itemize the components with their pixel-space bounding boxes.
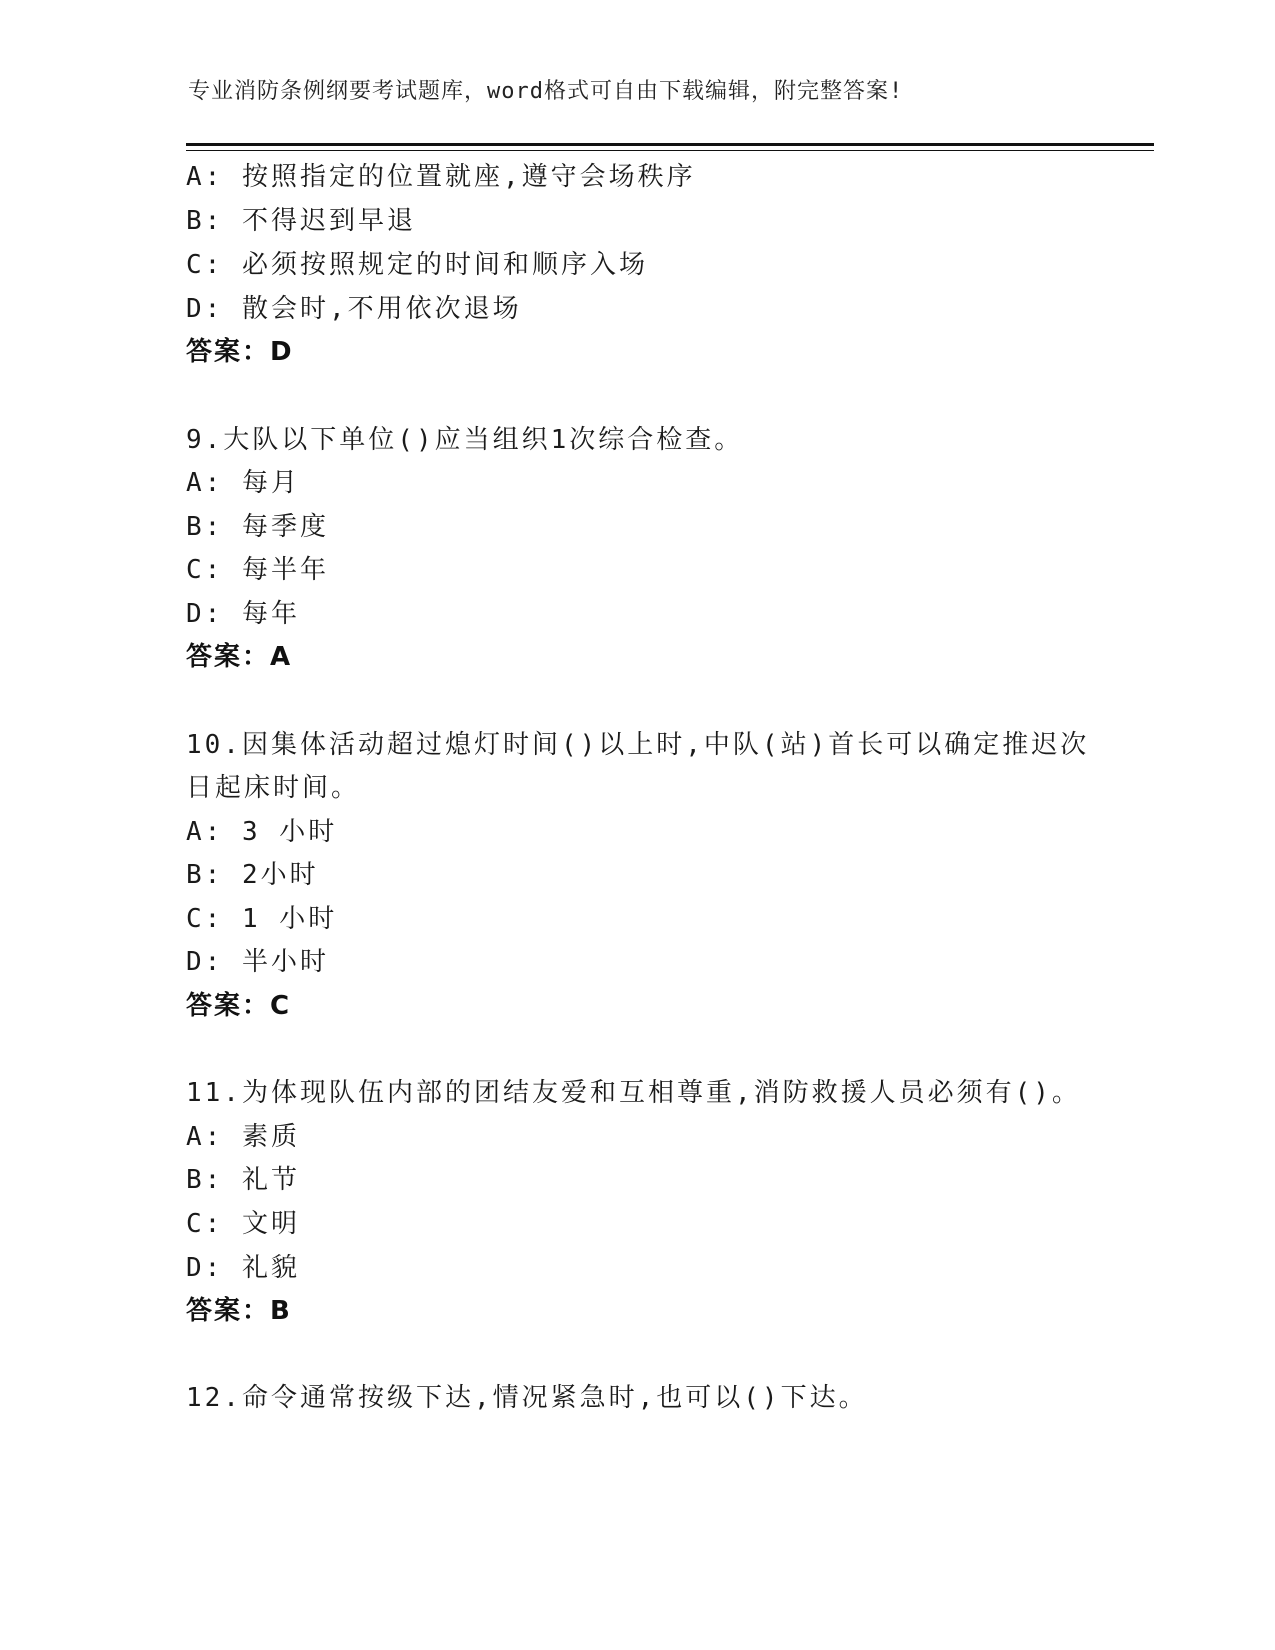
q9-answer: 答案：A xyxy=(186,642,293,672)
q11-option-c: C: 文明 xyxy=(186,1209,300,1239)
q8-option-b: B: 不得迟到早退 xyxy=(186,206,416,236)
q8-option-c: C: 必须按照规定的时间和顺序入场 xyxy=(186,250,648,280)
q12-question: 12.命令通常按级下达,情况紧急时,也可以()下达。 xyxy=(186,1383,868,1413)
q10-option-b: B: 2小时 xyxy=(186,860,319,890)
q10-question-line1: 10.因集体活动超过熄灯时间()以上时,中队(站)首长可以确定推迟次 xyxy=(186,730,1090,760)
q8-answer: 答案：D xyxy=(186,337,294,367)
header-rule-thick xyxy=(186,143,1154,146)
q10-option-c: C: 1 小时 xyxy=(186,904,338,934)
q11-question: 11.为体现队伍内部的团结友爱和互相尊重,消防救援人员必须有()。 xyxy=(186,1078,1081,1108)
q9-option-d: D: 每年 xyxy=(186,599,300,629)
q10-question-line2: 日起床时间。 xyxy=(186,773,361,803)
q9-question: 9.大队以下单位()应当组织1次综合检查。 xyxy=(186,425,744,455)
q9-option-b: B: 每季度 xyxy=(186,512,329,542)
q10-option-d: D: 半小时 xyxy=(186,947,329,977)
q11-answer: 答案：B xyxy=(186,1296,292,1326)
q9-option-c: C: 每半年 xyxy=(186,555,329,585)
q10-answer: 答案：C xyxy=(186,991,292,1021)
q11-option-b: B: 礼节 xyxy=(186,1165,300,1195)
header-rule-thin xyxy=(186,150,1154,151)
page-header: 专业消防条例纲要考试题库，word格式可自由下载编辑，附完整答案! xyxy=(188,79,904,104)
q9-option-a: A: 每月 xyxy=(186,468,300,498)
q10-option-a: A: 3 小时 xyxy=(186,817,338,847)
q11-option-d: D: 礼貌 xyxy=(186,1253,300,1283)
q8-option-d: D: 散会时,不用依次退场 xyxy=(186,294,522,324)
q8-option-a: A: 按照指定的位置就座,遵守会场秩序 xyxy=(186,162,696,192)
q11-option-a: A: 素质 xyxy=(186,1122,300,1152)
